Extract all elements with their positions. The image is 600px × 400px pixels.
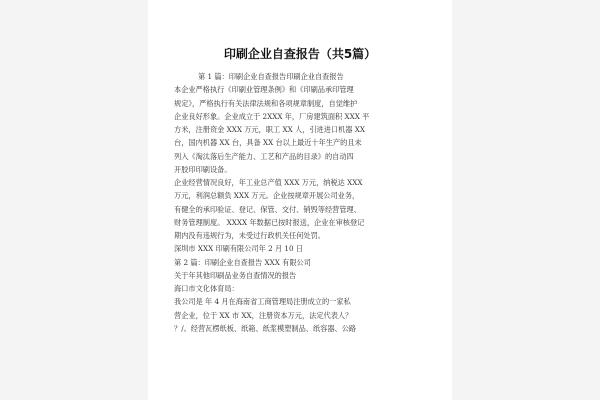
text-line: 财务管理制度。 XXXX 年数据已按时报送，企业在审核登记 [174,217,365,227]
text-line: 企业经营情况良好，年工业总产值 XXX 万元，纳税达 XXX [174,178,363,187]
document-page [148,0,452,400]
text-line: 第 2 篇：印刷企业自查报告 XXX 有限公司 [174,257,311,267]
text-line: 万元，利润总额负 XXX 万元。企业按规章开展公司业务， [174,191,360,201]
text-line: 本企业严格执行《印刷业管理条例》和《印刷品承印管理 [174,85,354,95]
text-line: 期内没有违规行为，未受过行政机关任何处罚。 [174,231,325,240]
text-line: 第 1 篇：印刷企业自查报告印刷企业自查报告 [198,72,344,81]
text-line: 台，国内机器 XX 台，具备 XX 台以上最近十年生产的且未 [174,138,362,148]
document-body [174,70,436,335]
text-line: 规定》，严格执行有关法律法规和各项规章制度，自觉维护 [174,98,358,108]
text-line: 营企业，位于 XX 市 XX，注册资本万元，法定代表人？ [174,310,353,320]
document-title: 印刷企业自查报告（共5篇） [223,47,377,61]
text-line: 海口市文化体育局： [174,284,239,293]
text-line: 开胶印印刷设备。 [174,164,232,174]
text-line: ？/。经营瓦楞纸板、纸箱、纸浆模塑制品、纸容器、公路 [174,323,357,333]
text-line: 深圳市 XXX 印刷有限公司年 2 月 10 日 [174,244,304,254]
text-line: 我公司是 年 4 月在海南省工商管理局注册成立的一家私 [174,297,351,307]
text-line: 关于年其他印刷品业务自查情况的报告 [174,270,297,280]
text-line: 企业良好形象。企业成立于 2XXX 年，厂房建筑面积 XXX 平 [174,111,370,121]
text-line: 有健全的承印验证、登记、保管、交付、销毁等经营管理、 [174,204,361,214]
text-line: 列入《淘汰落后生产能力、工艺和产品的目录》的自动四 [174,151,354,161]
text-line: 方米，注册资金 XXX 万元，职工 XX 人，引进进口机器 XX [174,125,365,134]
